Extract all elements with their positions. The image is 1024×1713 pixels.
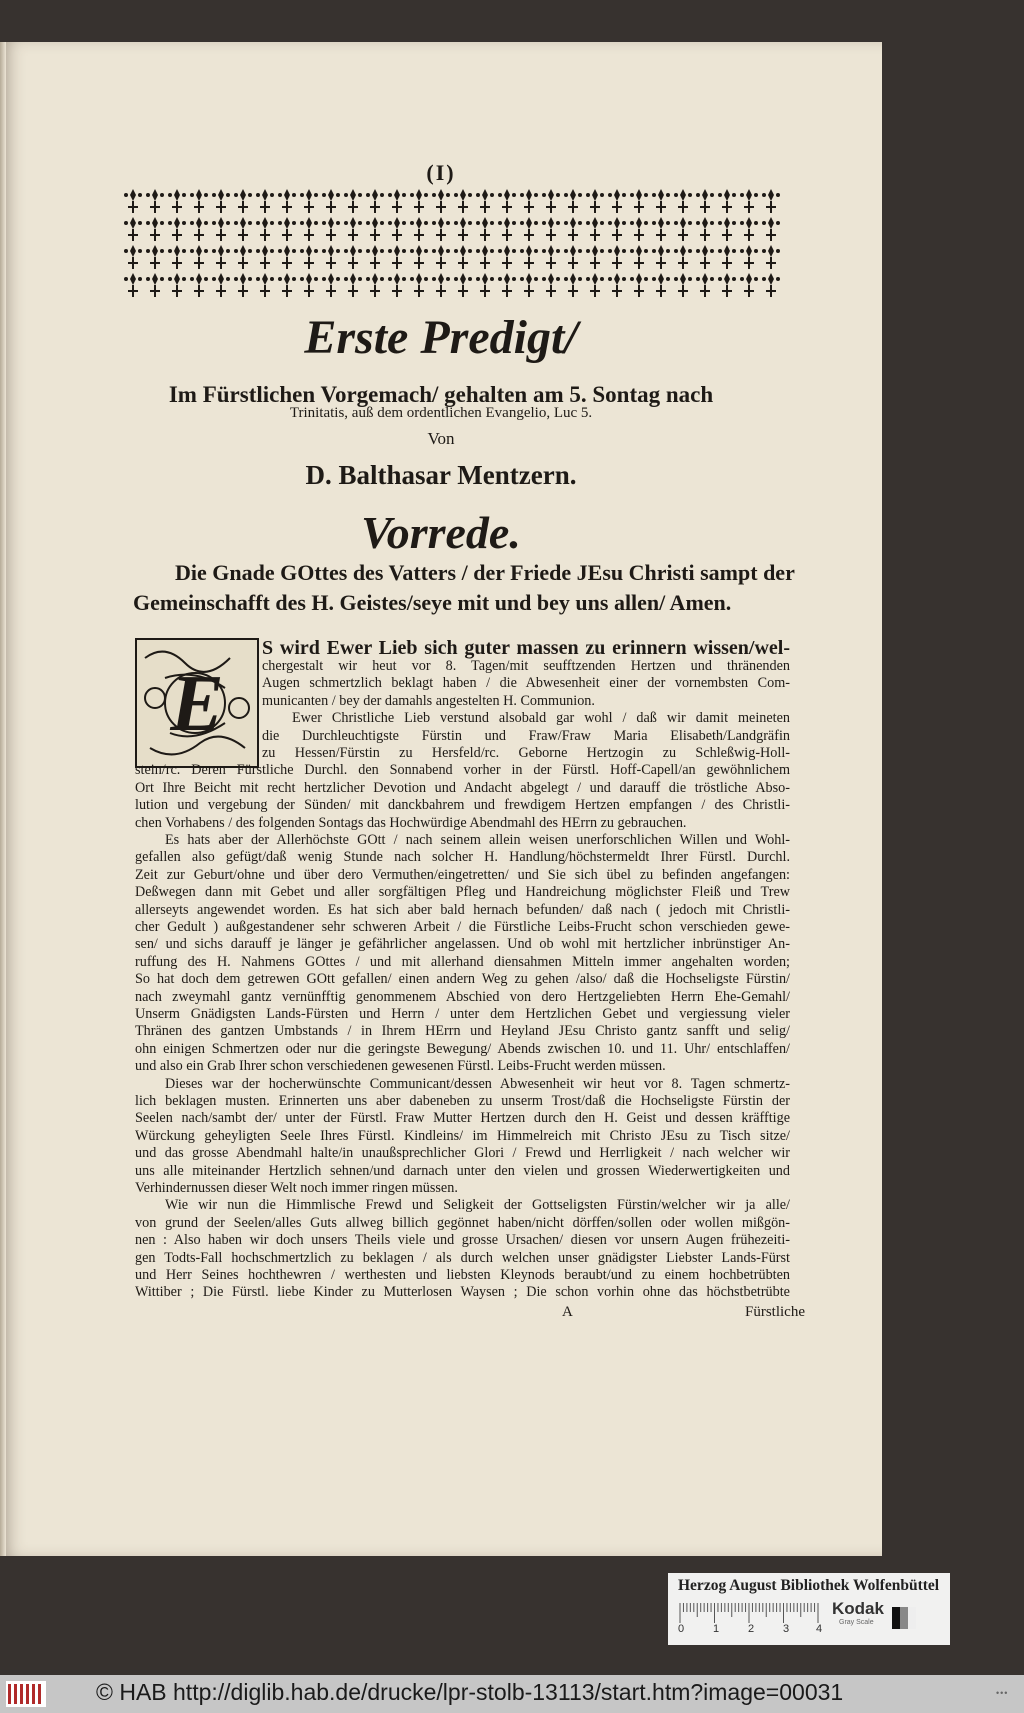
ruler-scale xyxy=(678,1601,820,1625)
body-line: allerseyts angewendet worden. Es hat sich aber bald hernach befunden/ daß nach ( jedoch mit Christli- xyxy=(135,901,790,918)
scale-number: 3 xyxy=(783,1623,790,1635)
sermon-title: Erste Predigt/ xyxy=(304,311,578,364)
body-line: Es hats aber der Allerhöchste GOtt / nach seinem allein weisen unerforschlichen Willen und Wohl- xyxy=(165,832,790,848)
body-line: Verhindernussen dieser Welt noch immer ringen müssen. xyxy=(135,1180,458,1196)
ornament-band xyxy=(122,187,784,299)
folio-mark: (I) xyxy=(426,160,456,185)
institution-name: Herzog August Bibliothek Wolfenbüttel xyxy=(678,1577,940,1594)
body-line: Dieses war der hocherwünschte Communicant/dessen Abwesenheit wir heut vor 8. Tagen schmertz- xyxy=(165,1075,790,1092)
body-line: Würckung geheyligten Seele Ihres Fürstl. Kindleins/ im Himmelreich mit Christo JEsu zu Tisch sitze/ xyxy=(135,1127,790,1144)
body-line: cher Gedult ) außgestandener sehr schweren Arbeit / die Fürstliche Leibs-Frucht schon verschieden gewe- xyxy=(135,919,790,935)
body-line: Thränen des gantzen Umbstands / in Ihrem HErrn und Heyland JEsu Christo gantz sanfft und selig/ xyxy=(135,1023,790,1040)
drop-cap-letter: E xyxy=(170,660,224,748)
section-heading: Vorrede. xyxy=(361,507,521,558)
signature-mark: A xyxy=(562,1304,573,1320)
body-line: Ort Ihre Beicht mit recht hertzlicher Devotion und Andacht abgelegt / und darauff die tröstliche Abso- xyxy=(135,779,790,796)
more-options-icon[interactable]: ••• xyxy=(996,1688,1009,1698)
scale-number: 4 xyxy=(816,1623,823,1635)
greeting-line: Gemeinschafft des H. Geistes/seye mit und bey uns allen/ Amen. xyxy=(133,590,732,615)
body-line: zu Hessen/Fürstin zu Hersfeld/rc. Geborne Hertzogin zu Schleßwig-Holl- xyxy=(262,745,790,761)
body-line: lich beklagen musten. Erinnerten uns aber dabeneben zu unserm Trost/daß die Hochseligste Fürstin der xyxy=(135,1093,790,1109)
greeting-line: Die Gnade GOttes des Vatters / der Friede JEsu Christi sampt der xyxy=(175,560,795,585)
scale-number: 0 xyxy=(678,1623,685,1635)
body-line: uns alle miteinander Hertzlich sehnen/und darnach unter den vielen und grossen Wiederwertigkeiten und xyxy=(135,1162,790,1179)
footer-bar xyxy=(0,1675,1024,1713)
body-line: chergestalt wir heut vor 8. Tagen/mit seufftzenden Hertzen und thränenden xyxy=(262,658,790,674)
body-line: So hat doch dem getrewen GOtt gefallen/ einen andern Weg zu gehen /also/ daß die Hochseligste Fürstin/ xyxy=(135,971,790,988)
gray-swatch xyxy=(892,1607,916,1629)
body-line: Seelen nach/sambt der/ unter der Fürstl. Fraw Mutter Hertzen durch den H. Geist und dessen kräfftige xyxy=(135,1110,790,1127)
von-label: Von xyxy=(427,429,455,448)
body-line-first: S wird Ewer Lieb sich guter massen zu erinnern wissen/wel- xyxy=(262,637,790,659)
body-line: Wittiber ; Die Fürstl. liebe Kinder zu Mutterlosen Waysen ; Die schon vorhin ohne das höchstbetrübte xyxy=(135,1284,790,1301)
body-line: gen Todts-Fall hochschmertzlich zu beklagen / als durch welchen unser gnädigster Liebster Lands-Fürst xyxy=(135,1249,790,1266)
body-line: und das grosse Abendmahl halte/in unaußsprechlicher Glori / Frewd und Herrligkeit / nach welcher wir xyxy=(135,1145,790,1162)
source-url[interactable]: © HAB http://diglib.hab.de/drucke/lpr-stolb-13113/start.htm?image=00031 xyxy=(96,1679,844,1705)
body-line: chen Vorhabens / des folgenden Sontags das Hochwürdige Abendmahl des HErrn zu gebrauchen. xyxy=(135,814,687,831)
scanned-page xyxy=(0,42,882,1556)
color-calibration-card xyxy=(668,1573,950,1645)
author: D. Balthasar Mentzern. xyxy=(305,460,577,490)
subtitle-line-1: Im Fürstlichen Vorgemach/ gehalten am 5. Sontag nach xyxy=(168,382,714,407)
body-line: Zeit zur Geburt/ohne und über dero Vermuthen/eingetretten/ und Sie sich übel zu befinden angefangen: xyxy=(135,866,790,883)
body-line: Augen schmertzlich beklagt haben / die Abwesenheit einer der vornembsten Com- xyxy=(262,675,790,692)
body-line: sen/ und sichs darauff je länger je gefährlicher angelassen. Und ob wohl mit hertzlicher inbrünstiger An- xyxy=(135,936,790,953)
kodak-brand: Kodak xyxy=(832,1599,884,1618)
body-line: und also ein Grab Ihrer schon verschiedenen gewesenen Fürstl. Leibs-Frucht werden müssen. xyxy=(135,1058,666,1075)
body-line: die Durchleuchtigste Fürstin und Fraw/Fraw Maria Elisabeth/Landgräfin xyxy=(262,727,790,744)
body-line: Wie wir nun die Himmlische Frewd und Seligkeit der Gottseligsten Fürstin/welcher wir ja alle/ xyxy=(165,1197,790,1214)
body-line: nach zweymahl gantz vernünfftig genommenem Abschied von dero Hertzgeliebten Herrn Ehe-Gemahl/ xyxy=(135,988,790,1005)
catchword: Fürstliche xyxy=(745,1304,805,1320)
body-line: Deßwegen dann mit Gebet und aller sorgfältigen Pfleg und Handreichung möglichster Fleiß und Trew xyxy=(135,884,790,901)
body-line: Unserm Gnädigsten Lands-Fürsten und Herrn / unter dem Hertzlichen Gebet und vergiessung vieler xyxy=(135,1006,790,1022)
body-line: von grund der Seelen/alles Guts allweg billich gegönnet haben/nicht dörffen/sollen oder wollen mißgön- xyxy=(135,1214,790,1231)
scale-number: 1 xyxy=(713,1623,720,1635)
hab-logo-icon xyxy=(6,1681,46,1707)
body-line: municanten / bey der damahls angestelten H. Communion. xyxy=(262,692,595,709)
body-line: ruffung des H. Nahmens GOttes / und mit allerhand diensahmen Mitteln immer angehalten worden; xyxy=(135,953,790,970)
scale-number: 2 xyxy=(748,1623,755,1635)
body-line: ohn einigen Schmertzen oder nur die geringste Bewegung/ Abends zwischen 10. und 11. Uhr/ entschlaffen/ xyxy=(135,1040,790,1057)
drop-cap-initial xyxy=(135,638,259,768)
body-line: gefallen also gefügt/daß wenig Stunde nach solcher H. Handlung/höchstermeldt Ihrer Fürstl. Durchl. xyxy=(135,849,790,866)
body-line: stein/rc. Deren Fürstliche Durchl. den Sonnabend vorher in der Fürstl. Hoff-Capell/an gewöhnlichem xyxy=(135,762,790,779)
body-line: lution und vergebung der Sünden/ mit danckbahrem und frewdigem Hertzen empfangen / des Christli- xyxy=(135,797,790,814)
subtitle-line-2: Trinitatis, auß dem ordentlichen Evangelio, Luc 5. xyxy=(289,405,593,421)
body-line: und Herr Seines hochthewren / werthesten und liebsten Kleynods beraubt/und zu einem hochbetrübten xyxy=(135,1267,790,1283)
gray-scale-label: Gray Scale xyxy=(839,1619,874,1626)
body-line: Ewer Christliche Lieb verstund alsobald gar wohl / daß wir damit meineten xyxy=(292,710,790,727)
body-line: nen : Also haben wir doch unsers Theils viele und grosse Ursachen/ diesen vor unsern Augen frühezeiti- xyxy=(135,1232,790,1249)
